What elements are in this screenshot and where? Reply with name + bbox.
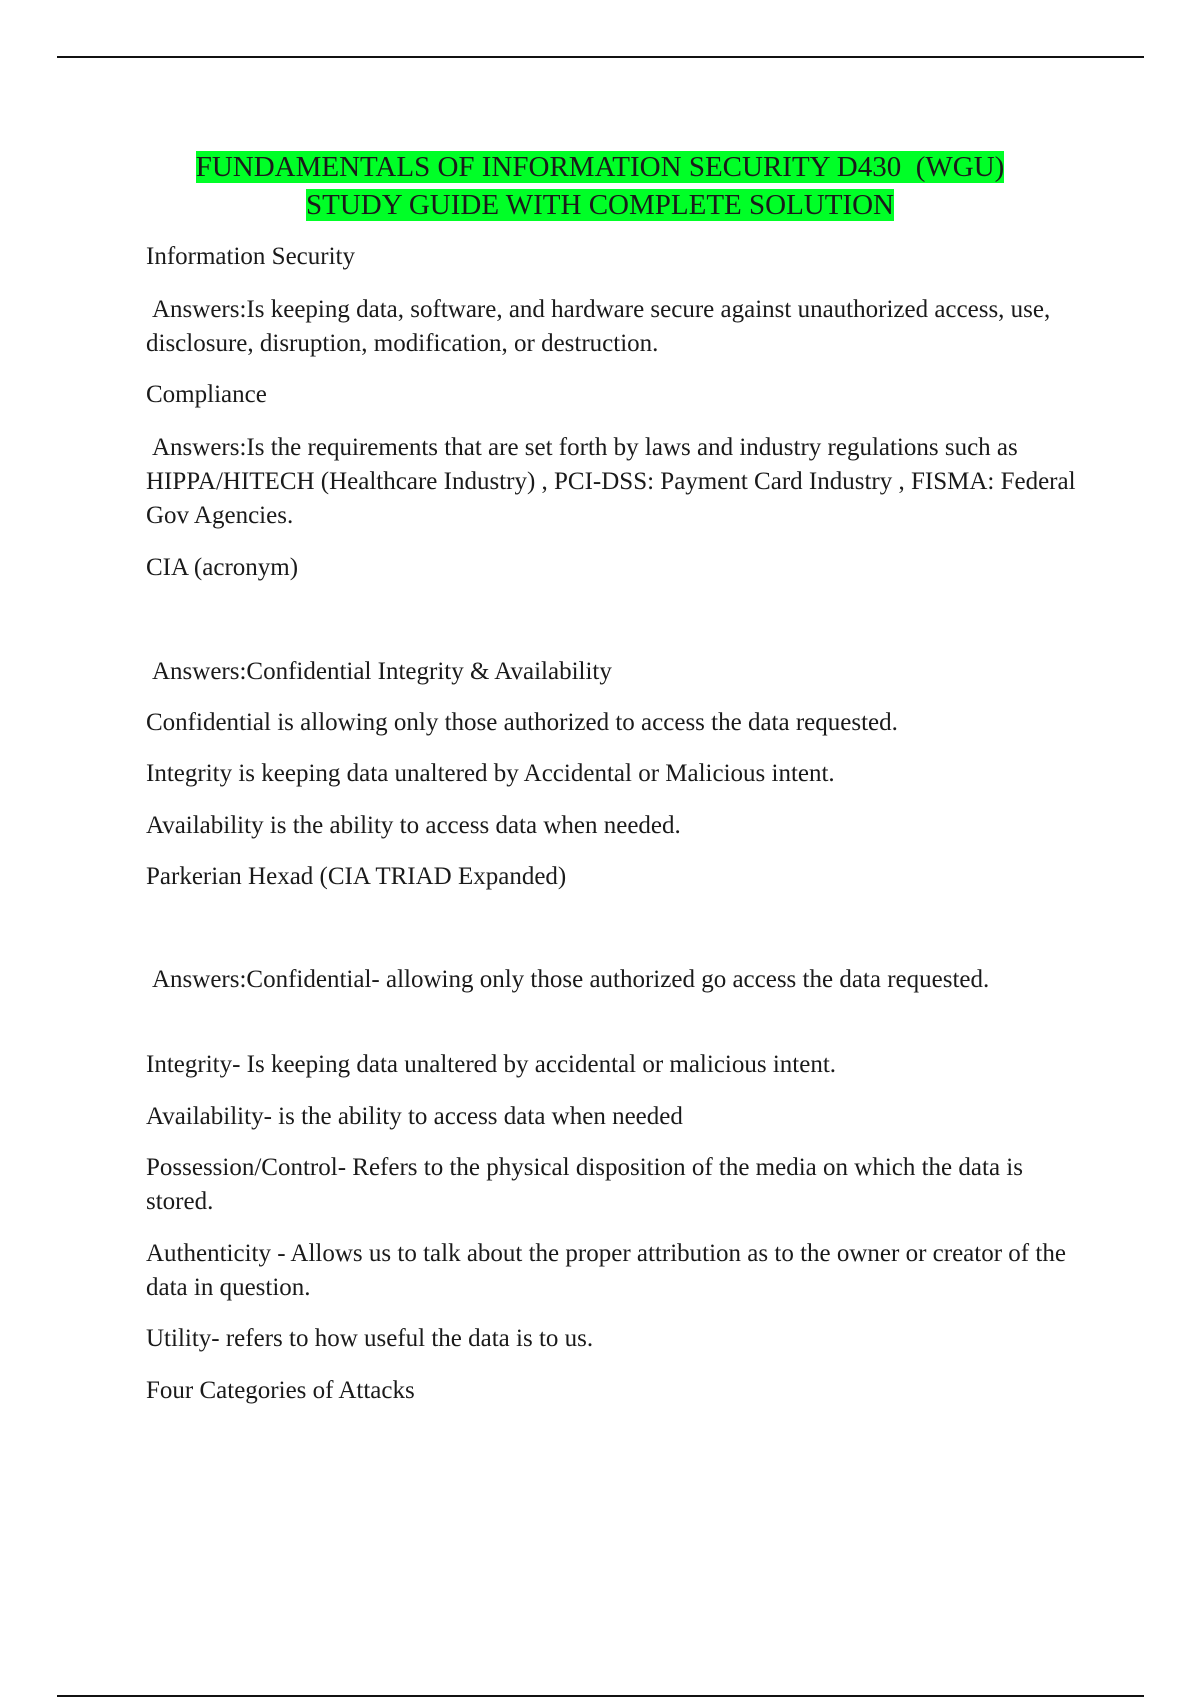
body-paragraph: Confidential is allowing only those authorized to access the data requested. xyxy=(146,709,898,736)
body-paragraph: Integrity- Is keeping data unaltered by accidental or malicious intent. xyxy=(146,1051,837,1078)
document-title xyxy=(0,148,1200,224)
term-heading: Parkerian Hexad (CIA TRIAD Expanded) xyxy=(146,863,567,890)
body-paragraph: Possession/Control- Refers to the physical disposition of the media on which the data is stored. xyxy=(146,1154,1023,1215)
term-heading: Compliance xyxy=(146,381,267,408)
answer-paragraph: Answers:Confidential Integrity & Availability xyxy=(152,658,612,685)
answer-paragraph: Answers:Is the requirements that are set forth by laws and industry regulations such as HIPPA/HITECH (Healthcare Industry) , PCI-DSS: Payment Card Industry , FISMA: Federal Gov Agencies. xyxy=(146,434,1076,529)
body-paragraph: Authenticity - Allows us to talk about the proper attribution as to the owner or creator of the data in question. xyxy=(146,1240,1066,1301)
term-heading: Four Categories of Attacks xyxy=(146,1377,415,1404)
body-paragraph: Integrity is keeping data unaltered by Accidental or Malicious intent. xyxy=(146,760,835,787)
body-paragraph: Availability- is the ability to access data when needed xyxy=(146,1103,683,1130)
answer-paragraph: Answers:Confidential- allowing only those authorized go access the data requested. xyxy=(152,966,990,993)
body-paragraph: Utility- refers to how useful the data is to us. xyxy=(146,1325,594,1352)
term-heading: Information Security xyxy=(146,243,355,270)
bottom-rule xyxy=(57,1695,1144,1697)
body-paragraph: Availability is the ability to access data when needed. xyxy=(146,812,681,839)
top-rule xyxy=(57,56,1144,58)
title-line-2: STUDY GUIDE WITH COMPLETE SOLUTION xyxy=(305,189,894,221)
title-line-1: FUNDAMENTALS OF INFORMATION SECURITY D430 (WGU) xyxy=(195,151,1005,183)
term-heading: CIA (acronym) xyxy=(146,554,299,581)
answer-paragraph: Answers:Is keeping data, software, and hardware secure against unauthorized access, use, disclosure, disruption, modification, or destruction. xyxy=(146,296,1051,357)
